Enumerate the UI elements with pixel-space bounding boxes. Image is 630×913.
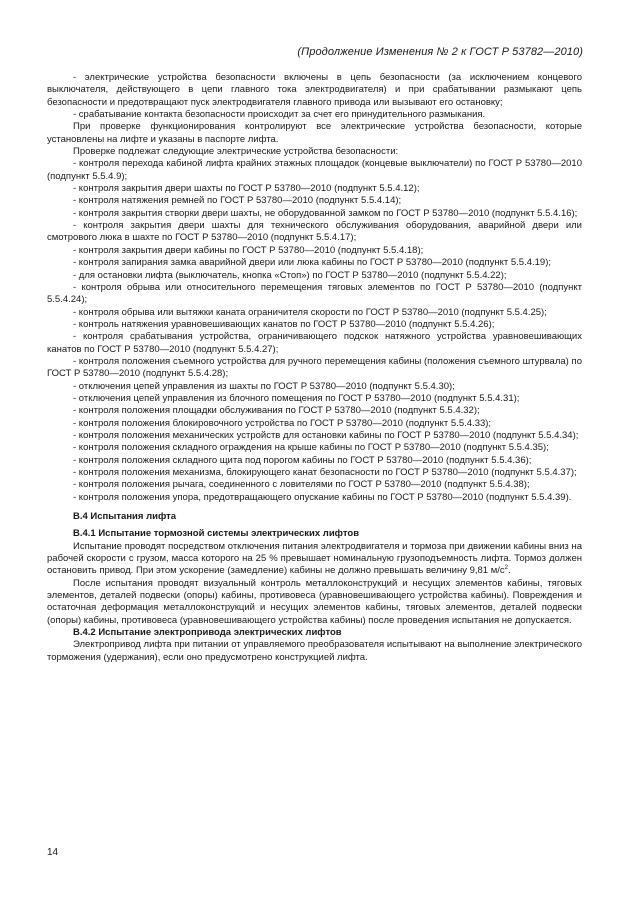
list-item: - контроля положения рычага, соединенного с ловителями по ГОСТ Р 53780—2010 (подпункт 5.5.4.38); <box>73 479 530 491</box>
list-item: - контроля положения механизма, блокирующего канат безопасности по ГОСТ Р 53780—2010 (подпункт 5.5.4.37); <box>73 467 577 478</box>
paragraph <box>47 541 582 578</box>
paragraph: - электрические устройства безопасности включены в цепь безопасности (за исключением концевого выключателя, действующего в цепи главного тока электродвигателя) и при срабатывании размыкают цепь безопасности и предотвращают пуск электродвигателя главного привода или вызывают его остановку; <box>47 72 582 108</box>
list-item: - контроля положения складного щита под порогом кабины по ГОСТ Р 53780—2010 (подпункт 5.5.4.36); <box>73 454 532 466</box>
superscript: 2 <box>504 565 508 572</box>
list-item: - контроля закрытия створки двери шахты, не оборудованной замком по ГОСТ Р 53780—2010 (подпункт 5.5.4.16); <box>73 207 578 219</box>
section-heading: В.4 Испытания лифта <box>73 511 177 523</box>
list-item: - контроля обрыва или относительного перемещения тяговых элементов по ГОСТ Р 53780—2010 (подпункт 5.5.4.24); <box>47 281 582 306</box>
subsection-heading: В.4.1 Испытание тормозной системы электрических лифтов <box>73 528 360 540</box>
list-item: - контроль натяжения уравновешивающих канатов по ГОСТ Р 53780—2010 (подпункт 5.5.4.26); <box>73 318 495 330</box>
list-item: - контроля положения площадки обслуживания по ГОСТ Р 53780—2010 (подпункт 5.5.4.32); <box>73 405 480 417</box>
list-item: - контроля закрытия двери шахты для технического обслуживания оборудования, аварийной двери или смотрового люка в шахте по ГОСТ Р 53780—2010 (подпункт 5.5.4.17); <box>47 220 582 244</box>
paragraph: После испытания проводят визуальный контроль металлоконструкций и несущих элементов кабины, тяговых элементов, деталей подвески (опоры) кабины, противовеса (уравновешивающего устройства кабины). Повреждения и остаточная деформация металлоконструкций и несущих элементов кабины, тяговых элементов, деталей подвески (опоры) кабины, противовеса (уравновешивающего устройства кабины) после проведения испытания не допускается. <box>47 577 582 626</box>
list-item: - контроля запирания замка аварийной двери или люка кабины по ГОСТ Р 53780—2010 (подпункт 5.5.4.19); <box>73 257 552 269</box>
list-item: - контроля закрытия двери кабины по ГОСТ Р 53780—2010 (подпункт 5.5.4.18); <box>73 244 424 256</box>
paragraph: Электропривод лифта при питании от управляемого преобразователя испытывают на выполнение электрического торможения (удержания), если оно предусмотрено конструкцией лифта. <box>47 639 582 663</box>
list-item: - контроля обрыва или вытяжки каната ограничителя скорости по ГОСТ Р 53780—2010 (подпункт 5.5.4.25); <box>73 306 547 318</box>
list-item: - контроля натяжения ремней по ГОСТ Р 53780—2010 (подпункт 5.5.4.14); <box>73 195 402 207</box>
subsection-heading: В.4.2 Испытание электропривода электрических лифтов <box>73 627 342 639</box>
document-body <box>47 72 582 664</box>
list-item: - контроля положения съемного устройства для ручного перемещения кабины (положения съемного штурвала) по ГОСТ Р 53780—2010 (подпункт 5.5.4.28); <box>47 355 582 380</box>
list-item: - контроля перехода кабиной лифта крайних этажных площадок (концевые выключатели) по ГОСТ Р 53780—2010 (подпункт 5.5.4.9); <box>47 158 582 182</box>
page-number: 14 <box>47 847 59 858</box>
list-item: - контроля положения механических устройств для остановки кабины по ГОСТ Р 53780—2010 (подпункт 5.5.4.34); <box>73 429 579 441</box>
list-item: - контроля положения блокировочного устройства по ГОСТ Р 53780—2010 (подпункт 5.5.4.33); <box>73 417 492 429</box>
paragraph-text: Испытание проводят посредством отключения питания электродвигателя и тормоза при движении кабины вниз на рабочей скорости с грузом, масса которого на 25 % превышает номинальную грузоподъемность лифта. Тормоз должен остановить привод. При этом ускорение (замедление) кабины не должно превышать величину 9,81 м/с <box>47 540 582 577</box>
page-header: (Продолжение Изменения № 2 к ГОСТ Р 53782—2010) <box>297 46 583 58</box>
paragraph: Проверке подлежат следующие электрические устройства безопасности: <box>73 146 399 158</box>
list-item: - отключения цепей управления из блочного помещения по ГОСТ Р 53780—2010 (подпункт 5.5.4.31); <box>73 392 520 404</box>
paragraph: При проверке функционирования контролируют все электрические устройства безопасности, которые установлены на лифте и указаны в паспорте лифта. <box>47 121 582 145</box>
paragraph: - срабатывание контакта безопасности происходит за счет его принудительного размыкания. <box>73 109 486 121</box>
list-item: - контроля положения складного ограждения на крыше кабины по ГОСТ Р 53780—2010 (подпункт 5.5.4.35); <box>73 442 549 454</box>
list-item: - контроля положения упора, предотвращающего опускание кабины по ГОСТ Р 53780—2010 (подпункт 5.5.4.39). <box>73 491 572 503</box>
list-item: - контроля закрытия двери шахты по ГОСТ Р 53780—2010 (подпункт 5.5.4.12); <box>73 183 420 195</box>
paragraph-end: . <box>507 565 511 577</box>
list-item: - контроля срабатывания устройства, ограничивающего подскок натяжного устройства уравновешивающих канатов по ГОСТ Р 53780—2010 (подпункт 5.5.4.27); <box>47 331 582 355</box>
list-item: - отключения цепей управления из шахты по ГОСТ Р 53780—2010 (подпункт 5.5.4.30); <box>73 380 455 392</box>
list-item: - для остановки лифта (выключатель, кнопка «Стоп») по ГОСТ Р 53780—2010 (подпункт 5.5.4.22); <box>73 269 507 281</box>
